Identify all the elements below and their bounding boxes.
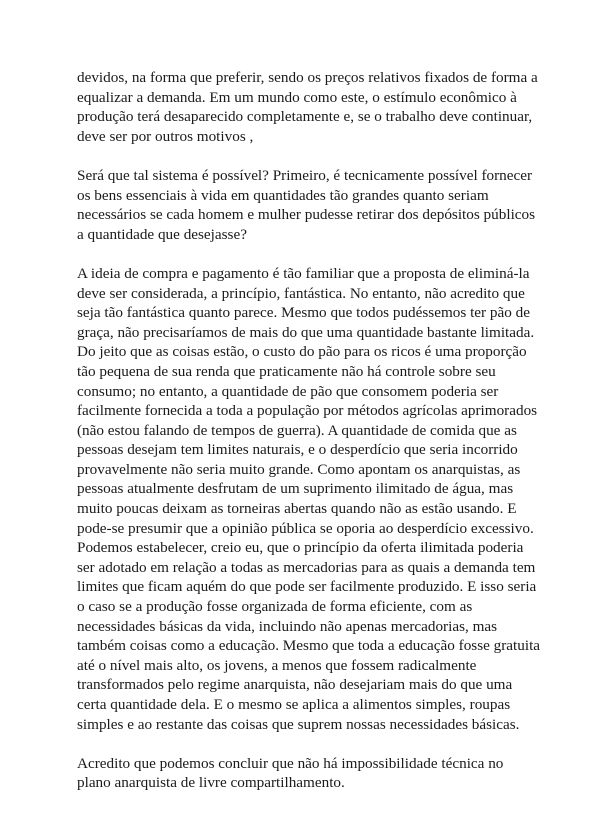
text-line: (não estou falando de tempos de guerra). A quantidade de comida que as (77, 421, 517, 439)
text-line: necessidades básicas da vida, incluindo não apenas mercadorias, mas (77, 617, 498, 635)
text-line-content: deve ser por outros motivos (77, 127, 246, 145)
paragraph-4 (77, 754, 537, 793)
footnote-mark[interactable]: , (249, 127, 254, 145)
text-line: simples e ao restante das coisas que suprem nossas necessidades básicas. (77, 715, 520, 733)
text-line: equalizar a demanda. Em um mundo como este, o estímulo econômico à (77, 88, 517, 106)
paragraph-1 (77, 68, 537, 146)
text-line: também coisas como a educação. Mesmo que toda a educação fosse gratuita (77, 637, 541, 655)
text-line: transformados pelo regime anarquista, não desejariam mais do que uma (77, 676, 513, 694)
text-line: plano anarquista de livre compartilhamento. (77, 774, 345, 792)
text-line: deve ser considerada, a princípio, fantástica. No entanto, não acredito que (77, 284, 525, 302)
text-line: a quantidade que desejasse? (77, 225, 247, 243)
text-line: A ideia de compra e pagamento é tão familiar que a proposta de eliminá-la (77, 264, 530, 282)
text-line: provavelmente não seria muito grande. Como apontam os anarquistas, as (77, 460, 521, 478)
text-line: tão pequena de sua renda que praticamente não há controle sobre seu (77, 362, 496, 380)
text-line: devidos, na forma que preferir, sendo os preços relativos fixados de forma a (77, 69, 538, 86)
text-line: necessários se cada homem e mulher pudesse retirar dos depósitos públicos (77, 206, 536, 224)
text-line: facilmente fornecida a toda a população por métodos agrícolas aprimorados (77, 402, 538, 420)
text-line: ser adotado em relação a todas as mercadorias para as quais a demanda tem (77, 558, 536, 576)
text-line: certa quantidade dela. E o mesmo se aplica a alimentos simples, roupas (77, 696, 511, 713)
text-line: o caso se a produção fosse organizada de forma eficiente, com as (77, 598, 473, 616)
text-line: Podemos estabelecer, creio eu, que o princípio da oferta ilimitada poderia (77, 539, 524, 557)
text-line: Será que tal sistema é possível? Primeiro, é tecnicamente possível fornecer (77, 166, 533, 184)
text-line: Acredito que podemos concluir que não há impossibilidade técnica no (77, 754, 504, 772)
text-line: produção terá desaparecido completamente e, se o trabalho deve continuar, (77, 108, 533, 126)
paragraph-3 (77, 264, 541, 734)
text-line: Do jeito que as coisas estão, o custo do pão para os ricos é uma proporção (77, 343, 527, 361)
text-line: pessoas atualmente desfrutam de um suprimento ilimitado de água, mas (77, 480, 514, 498)
document-page (77, 68, 541, 813)
text-line-last (77, 127, 537, 147)
text-line: pode-se presumir que a opinião pública se oporia ao desperdício excessivo. (77, 519, 534, 537)
text-line: os bens essenciais à vida em quantidades tão grandes quanto seriam (77, 186, 489, 204)
text-line: até o nível mais alto, os jovens, a menos que fossem radicalmente (77, 656, 477, 674)
text-line: limites que ficam aquém do que pode ser facilmente produzido. E isso seria (77, 578, 537, 596)
text-line: graça, não precisaríamos de mais do que uma quantidade bastante limitada. (77, 323, 535, 341)
text-line: seja tão fantástica quanto parece. Mesmo que todos pudéssemos ter pão de (77, 304, 530, 322)
text-line: consumo; no entanto, a quantidade de pão que consomem poderia ser (77, 382, 499, 400)
text-line: pessoas desejam tem limites naturais, e o desperdício que seria incorrido (77, 441, 518, 459)
paragraph-2 (77, 166, 537, 244)
text-line: muito poucas deixam as torneiras abertas quando não as estão usando. E (77, 500, 517, 518)
